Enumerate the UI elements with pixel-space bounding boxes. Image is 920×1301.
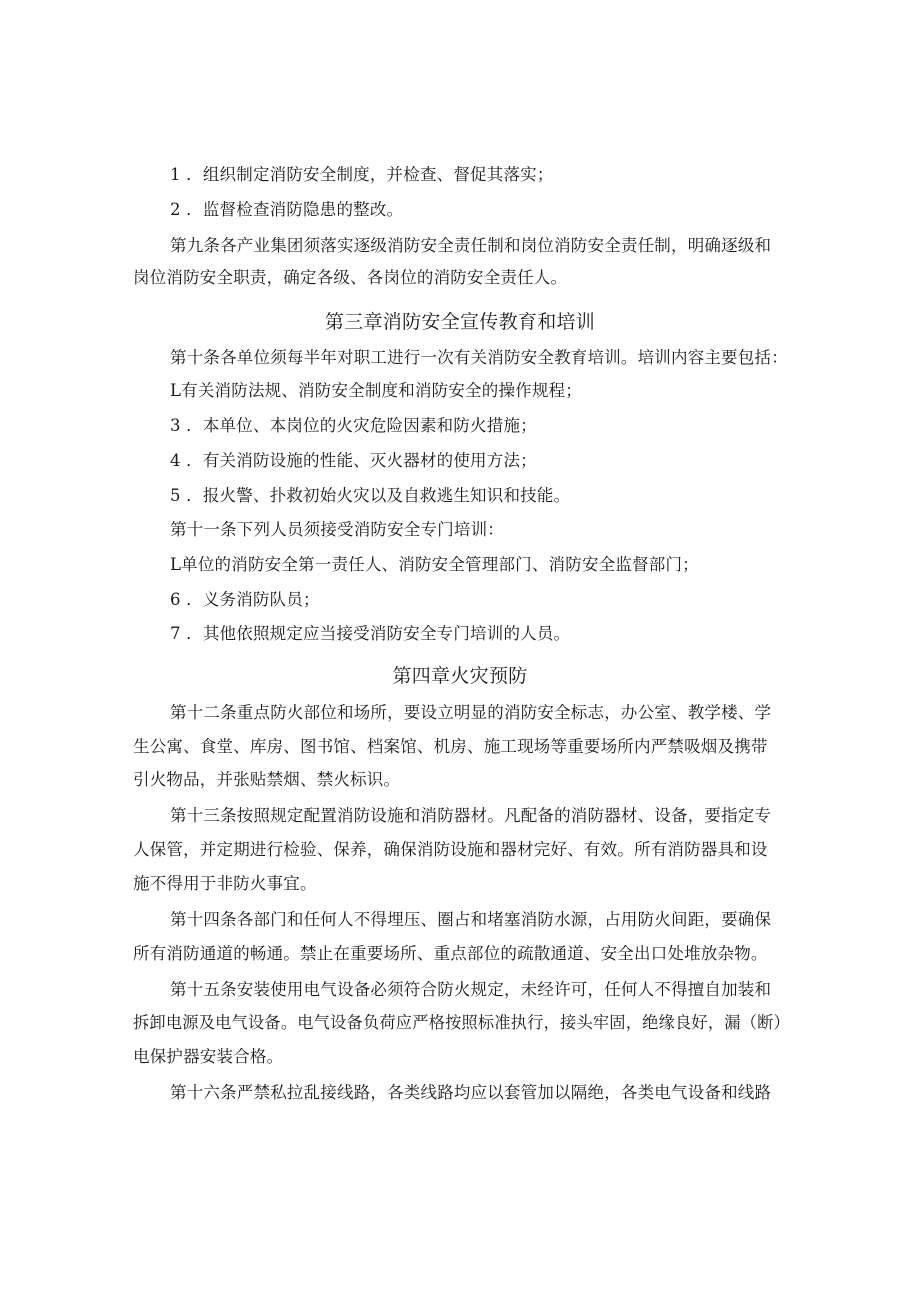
list-item-1: 1 ．组织制定消防安全制度，并检查、督促其落实； [170,165,554,184]
list-item-l-2: L单位的消防安全第一责任人、消防安全管理部门、消防安全监督部门； [170,555,699,574]
article-16-line-1: 第十六条严禁私拉乱接线路，各类线路均应以套管加以隔绝，各类电气设备和线路 [170,1083,772,1102]
list-item-7: 7 ．其他依照规定应当接受消防安全专门培训的人员。 [170,624,571,643]
list-item-4: 4 ．有关消防设施的性能、灭火器材的使用方法； [170,451,537,470]
article-12-line-1: 第十二条重点防火部位和场所，要设立明显的消防安全标志，办公室、教学楼、学 [170,703,772,722]
article-12-line-3: 引火物品，并张贴禁烟、禁火标识。 [133,770,401,789]
article-9-line-2: 岗位消防安全职责，确定各级、各岗位的消防安全责任人。 [133,268,568,287]
list-item-l-1: L有关消防法规、消防安全制度和消防安全的操作规程； [170,381,582,400]
article-13-line-1: 第十三条按照规定配置消防设施和消防器材。凡配备的消防器材、设备，要指定专 [170,806,772,825]
chapter-4-heading: 第四章火灾预防 [392,665,528,687]
chapter-3-heading: 第三章消防安全宣传教育和培训 [324,311,596,333]
list-item-6: 6 ．义务消防队员； [170,590,320,609]
list-item-5: 5 ．报火警、扑救初始火灾以及自救逃生知识和技能。 [170,486,571,505]
list-item-2: 2 ．监督检查消防隐患的整改。 [170,200,404,219]
article-14-line-2: 所有消防通道的畅通。禁止在重要场所、重点部位的疏散通道、安全出口处堆放杂物。 [133,944,768,963]
article-14-line-1: 第十四条各部门和任何人不得埋压、圈占和堵塞消防水源，占用防火间距，要确保 [170,910,772,929]
article-9-line-1: 第九条各产业集团须落实逐级消防安全责任制和岗位消防安全责任制，明确逐级和 [170,236,772,255]
article-11-line-1: 第十一条下列人员须接受消防安全专门培训： [170,520,504,539]
article-12-line-2: 生公寓、食堂、库房、图书馆、档案馆、机房、施工现场等重要场所内严禁吸烟及携带 [133,737,768,756]
article-15-line-1: 第十五条安装使用电气设备必须符合防火规定，未经许可，任何人不得擅自加装和 [170,980,772,999]
article-15-line-3: 电保护器安装合格。 [133,1047,284,1066]
article-10-line-1: 第十条各单位须每半年对职工进行一次有关消防安全教育培训。培训内容主要包括： [170,348,788,367]
article-13-line-3: 施不得用于非防火事宜。 [133,874,317,893]
list-item-3: 3 ．本单位、本岗位的火灾危险因素和防火措施； [170,416,537,435]
article-13-line-2: 人保管，并定期进行检验、保养，确保消防设施和器材完好、有效。所有消防器具和设 [133,840,768,859]
article-15-line-2: 拆卸电源及电气设备。电气设备负荷应严格按照标准执行，接头牢固，绝缘良好，漏（断） [133,1013,790,1032]
